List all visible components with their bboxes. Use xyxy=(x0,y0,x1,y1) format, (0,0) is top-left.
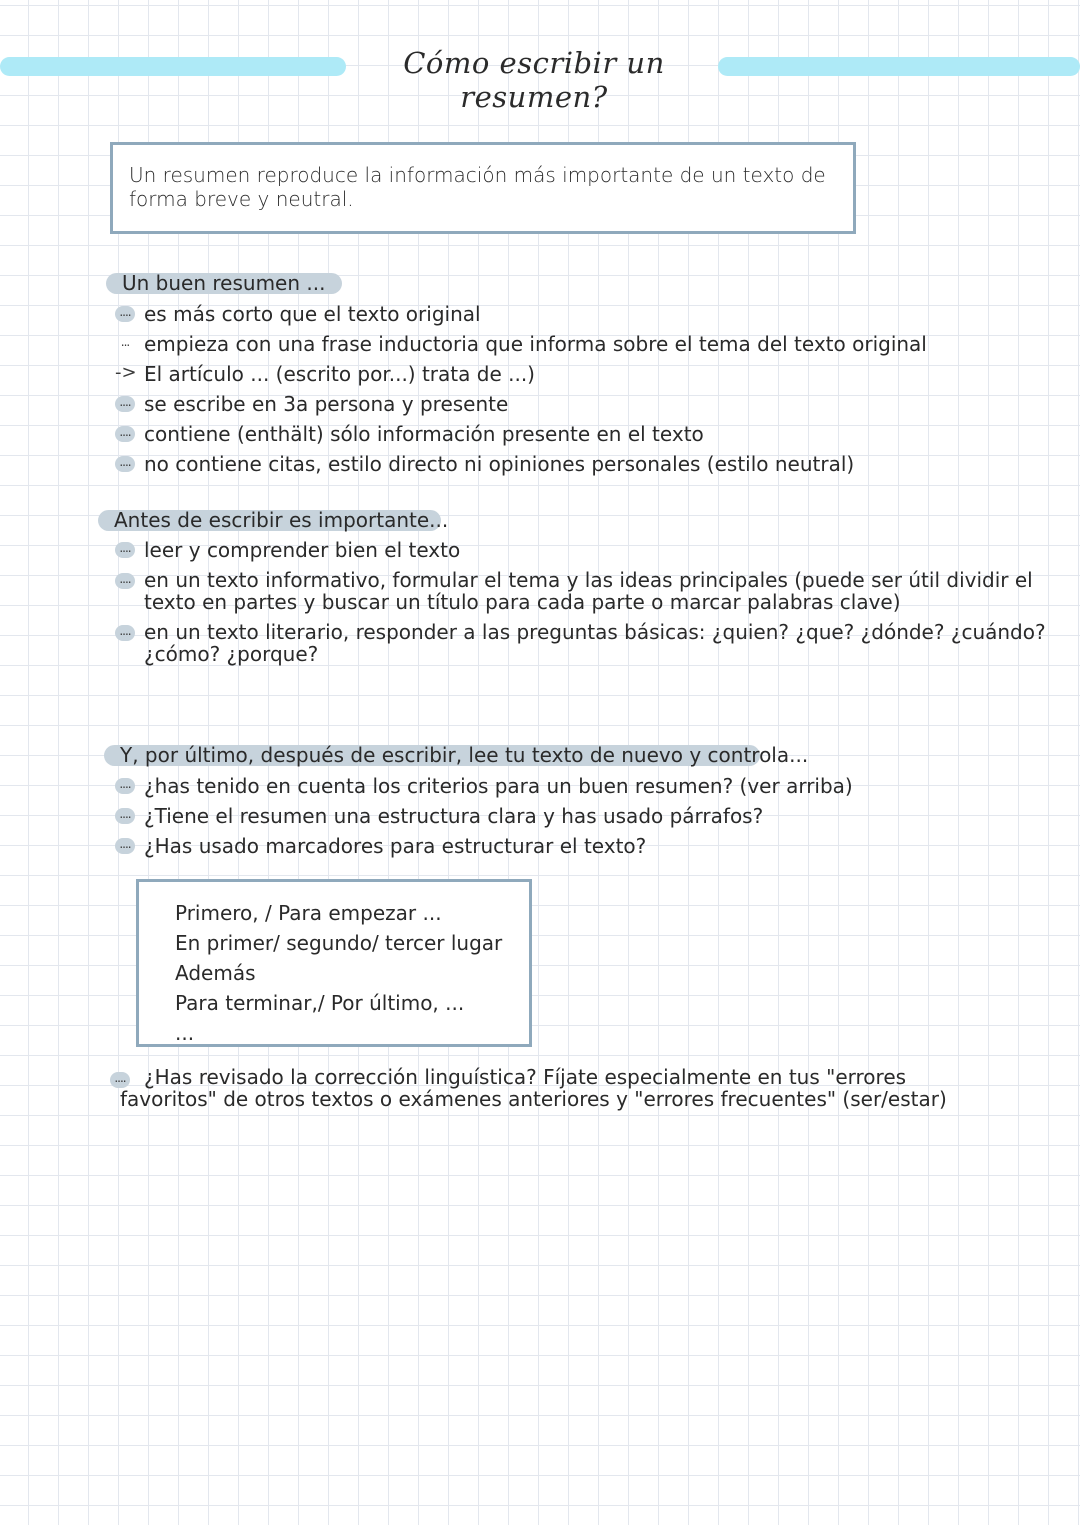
section-heading-after-writing: Y, por último, después de escribir, lee tu texto de nuevo y controla... xyxy=(104,745,760,766)
arrow-icon: -> xyxy=(115,362,137,383)
list-item-text: ¿Has usado marcadores para estructurar el texto? xyxy=(144,834,647,858)
connectors-list xyxy=(175,898,502,1048)
bullet-icon: .... xyxy=(115,573,135,589)
definition-box xyxy=(110,142,856,234)
before-writing-list xyxy=(112,535,1047,669)
title-decoration-right xyxy=(718,57,1080,76)
definition-text: Un resumen reproduce la información más importante de un texto de forma breve y neutral. xyxy=(129,163,826,211)
list-item xyxy=(112,449,927,479)
list-item xyxy=(112,831,853,861)
list-item xyxy=(112,771,853,801)
bullet-icon: .... xyxy=(115,808,135,824)
bullet-icon: .... xyxy=(115,396,135,412)
list-item-text: no contiene citas, estilo directo ni opiniones personales (estilo neutral) xyxy=(144,452,855,476)
bullet-icon: .... xyxy=(115,542,135,558)
bullet-icon: .... xyxy=(115,625,135,641)
list-item xyxy=(112,389,927,419)
list-item-text: leer y comprender bien el texto xyxy=(144,538,461,562)
list-item xyxy=(112,359,927,389)
connector-item: Además xyxy=(175,961,256,985)
bullet-icon: .... xyxy=(115,306,135,322)
list-item-text: empieza con una frase inductoria que informa sobre el tema del texto original xyxy=(144,332,927,356)
list-item-text: El artículo ... (escrito por...) trata de ...) xyxy=(144,362,535,386)
list-item xyxy=(112,565,1047,617)
connector-item: Primero, / Para empezar ... xyxy=(175,901,442,925)
list-item xyxy=(112,801,853,831)
list-item-text: en un texto informativo, formular el tema y las ideas principales (puede ser útil dividir el texto en partes y buscar un título para cada parte o marcar palabras clave) xyxy=(144,568,1033,614)
title-decoration-left xyxy=(0,57,346,76)
connector-item: Para terminar,/ Por último, ... xyxy=(175,991,465,1015)
list-item-text: en un texto literario, responder a las preguntas básicas: ¿quien? ¿que? ¿dónde? ¿cuándo? ¿cómo? ¿porque? xyxy=(144,620,1046,666)
bullet-icon: .... xyxy=(115,778,135,794)
list-item-text: ¿Tiene el resumen una estructura clara y has usado párrafos? xyxy=(144,804,764,828)
page-title: Cómo escribir un resumen? xyxy=(403,46,665,114)
list-item xyxy=(112,535,1047,565)
list-item-text: se escribe en 3a persona y presente xyxy=(144,392,509,416)
good-summary-list xyxy=(112,299,927,479)
final-note xyxy=(112,1066,960,1110)
section-heading-before-writing: Antes de escribir es importante... xyxy=(98,510,441,531)
bullet-icon: .... xyxy=(115,456,135,472)
after-writing-list xyxy=(112,771,853,861)
list-item-text: ¿has tenido en cuenta los criterios para un buen resumen? (ver arriba) xyxy=(144,774,853,798)
bullet-icon: ... xyxy=(120,335,130,349)
connectors-box xyxy=(136,879,532,1047)
list-item-text: contiene (enthält) sólo información presente en el texto xyxy=(144,422,704,446)
list-item-text: es más corto que el texto original xyxy=(144,302,481,326)
list-item xyxy=(112,419,927,449)
connector-item: En primer/ segundo/ tercer lugar xyxy=(175,931,503,955)
list-item xyxy=(112,299,927,329)
section-heading-good-summary: Un buen resumen ... xyxy=(106,273,342,294)
list-item xyxy=(112,329,927,359)
bullet-icon: .... xyxy=(115,838,135,854)
list-item xyxy=(112,617,1047,669)
bullet-icon: .... xyxy=(115,426,135,442)
bullet-icon: .... xyxy=(110,1072,130,1088)
connector-item: ... xyxy=(175,1021,195,1045)
final-note-text: ¿Has revisado la corrección linguística? Fíjate especialmente en tus "errores favoritos" de otros textos o exámenes anteriores y "errores frecuentes" (ser/estar) xyxy=(120,1065,947,1111)
